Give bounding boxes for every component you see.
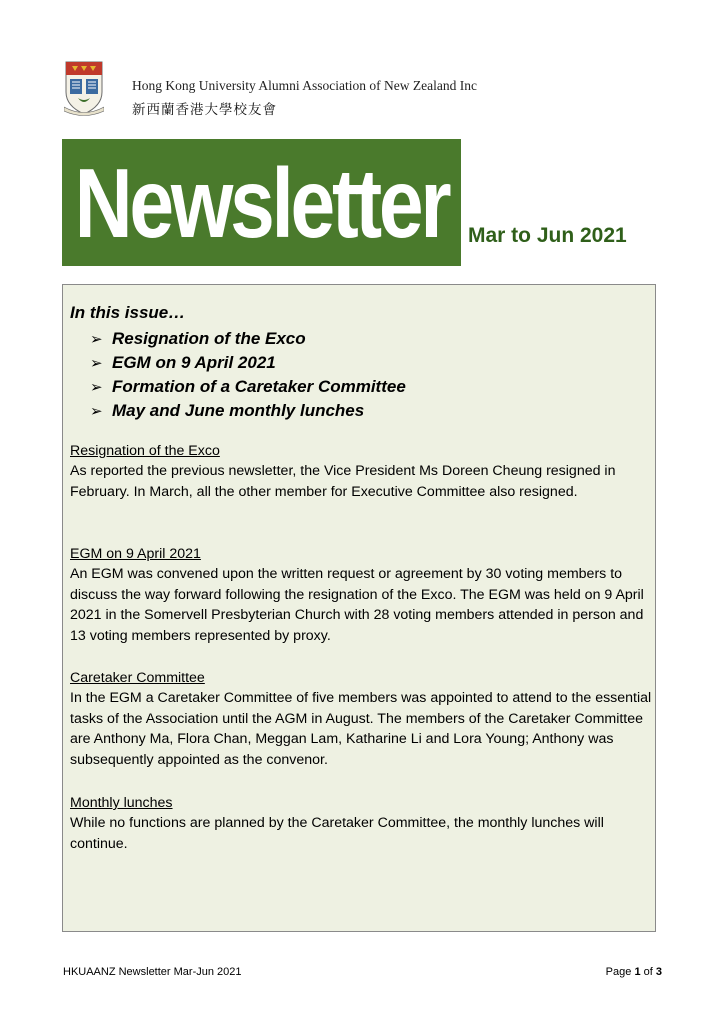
- section-egm: [70, 544, 652, 646]
- page-of-label: of: [643, 966, 653, 978]
- section-heading: Resignation of the Exco: [70, 443, 220, 459]
- content-box: [62, 284, 656, 932]
- newsletter-title: Newsletter: [74, 147, 449, 258]
- page-total: 3: [655, 966, 662, 978]
- arrow-bullet-icon: ➢: [90, 331, 103, 348]
- contents-list: [90, 327, 406, 423]
- contents-heading: In this issue…: [70, 303, 186, 322]
- org-name-chinese: 新西蘭香港大學校友會: [132, 102, 277, 118]
- university-crest-icon: [64, 60, 104, 116]
- contents-item: [90, 351, 406, 375]
- footer-title: HKUAANZ Newsletter Mar-Jun 2021: [63, 966, 242, 978]
- contents-item: [90, 399, 406, 423]
- newsletter-banner: [62, 139, 461, 266]
- section-caretaker: [70, 668, 652, 770]
- page-number: [606, 966, 662, 978]
- contents-item-label: EGM on 9 April 2021: [112, 353, 276, 372]
- section-lunches: [70, 793, 652, 854]
- section-heading: Monthly lunches: [70, 795, 173, 811]
- arrow-bullet-icon: ➢: [90, 403, 103, 420]
- contents-item-label: Formation of a Caretaker Committee: [112, 377, 406, 396]
- issue-date-range: Mar to Jun 2021: [468, 224, 627, 247]
- section-heading: Caretaker Committee: [70, 670, 205, 686]
- contents-item: [90, 327, 406, 351]
- section-heading: EGM on 9 April 2021: [70, 546, 201, 562]
- arrow-bullet-icon: ➢: [90, 379, 103, 396]
- section-body: An EGM was convened upon the written request or agreement by 30 voting members to discuss the way forward following the resignation of the Exco. The EGM was held on 9 April 2021 in the Somervell Presbyterian Church with 28 voting members attended in person and 13 voting members represented by proxy.: [70, 566, 644, 644]
- contents-item-label: Resignation of the Exco: [112, 329, 306, 348]
- page-current: 1: [634, 966, 641, 978]
- arrow-bullet-icon: ➢: [90, 355, 103, 372]
- section-body: As reported the previous newsletter, the Vice President Ms Doreen Cheung resigned in February. In March, all the other member for Executive Committee also resigned.: [70, 463, 616, 500]
- letterhead: [64, 60, 664, 120]
- section-body: While no functions are planned by the Caretaker Committee, the monthly lunches will continue.: [70, 815, 604, 852]
- page-label: Page: [605, 966, 632, 978]
- section-resignation: [70, 441, 652, 502]
- contents-item: [90, 375, 406, 399]
- contents-item-label: May and June monthly lunches: [112, 401, 365, 420]
- section-body: In the EGM a Caretaker Committee of five members was appointed to attend to the essential tasks of the Association until the AGM in August. The members of the Caretaker Committee are Anthony Ma, Flora Chan, Meggan Lam, Katharine Li and Lora Young; Anthony was subsequently appointed as the convenor.: [70, 690, 652, 768]
- org-name-english: Hong Kong University Alumni Association of New Zealand Inc: [132, 78, 477, 93]
